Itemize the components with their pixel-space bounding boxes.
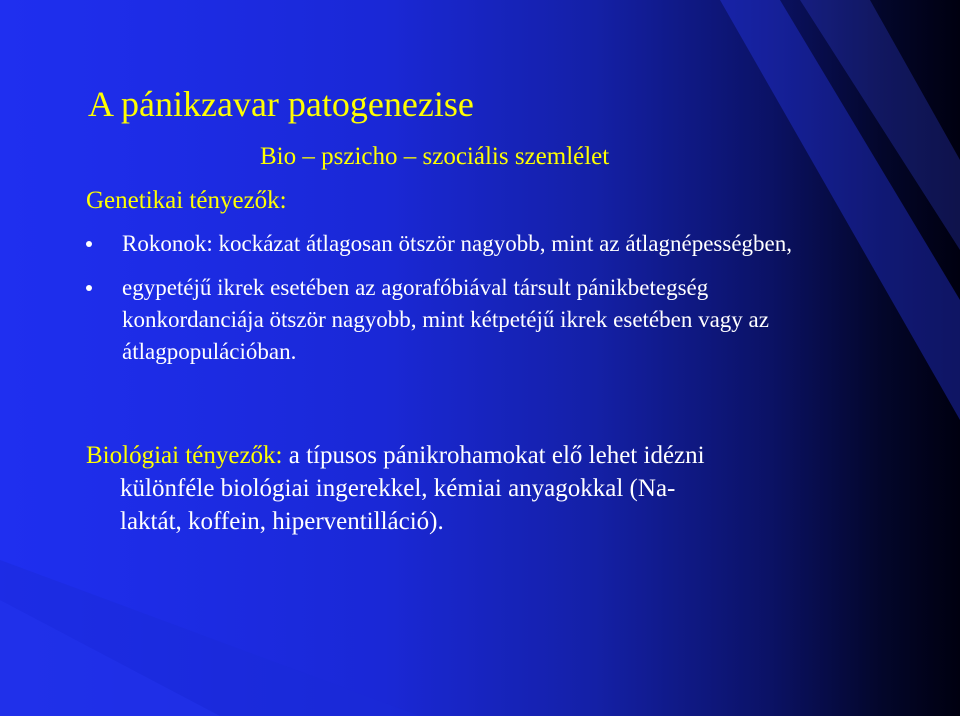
- list-item: [86, 228, 846, 260]
- bio-line-1: [86, 439, 886, 472]
- biological-factors-label: Biológiai tényezők:: [86, 442, 283, 469]
- biological-factors-paragraph: [86, 439, 886, 538]
- bio-line-3: laktát, koffein, hiperventilláció).: [120, 508, 444, 535]
- bullet-icon: [86, 285, 92, 291]
- genetic-factors-heading: Genetikai tényezők:: [86, 187, 287, 214]
- bio-line-2: különféle biológiai ingerekkel, kémiai anyagokkal (Na-: [120, 475, 676, 502]
- genetic-factors-list: [86, 228, 846, 380]
- bullet-text: egypetéjű ikrek esetében az agorafóbiával társult pánikbetegség konkordanciája ötször nagyobb, mint kétpetéjű ikrek esetében vagy az átlagpopulációban.: [122, 275, 769, 364]
- bullet-text: Rokonok: kockázat átlagosan ötször nagyobb, mint az átlagnépességben,: [122, 231, 792, 256]
- slide-title: A pánikzavar patogenezise: [88, 84, 474, 124]
- bullet-icon: [86, 241, 92, 247]
- slide-subtitle: Bio – pszicho – szociális szemlélet: [260, 143, 610, 170]
- list-item: [86, 272, 846, 368]
- bio-text-1: a típusos pánikrohamokat elő lehet idézni: [282, 442, 705, 469]
